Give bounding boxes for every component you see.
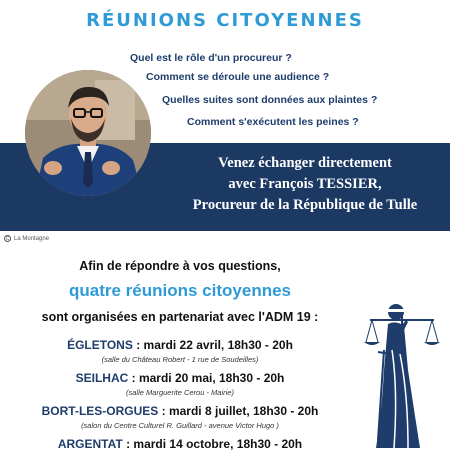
page-title: RÉUNIONS CITOYENNES bbox=[86, 10, 364, 31]
question-2: Comment se déroule une audience ? bbox=[146, 71, 330, 83]
question-3: Quelles suites sont données aux plaintes ? bbox=[162, 94, 378, 106]
meeting-3 bbox=[0, 404, 360, 418]
meeting-1-city: ÉGLETONS bbox=[67, 338, 133, 352]
question-4: Comment s'exécutent les peines ? bbox=[187, 116, 359, 128]
meeting-2-city: SEILHAC bbox=[75, 371, 129, 385]
meeting-3-city: BORT-LES-ORGUES bbox=[41, 404, 159, 418]
banner-line-3: Procureur de la République de Tulle bbox=[192, 197, 418, 213]
intro-line-1: Afin de répondre à vos questions, bbox=[79, 259, 281, 273]
meeting-3-date: : mardi 8 juillet, 18h30 - 20h bbox=[158, 404, 319, 418]
meeting-3-venue: (salon du Centre Culturel R. Guillard - avenue Victor Hugo ) bbox=[81, 421, 279, 430]
photo-credit bbox=[4, 235, 49, 242]
copyright-icon: C bbox=[5, 236, 10, 242]
banner-line-1: Venez échanger directement bbox=[218, 155, 392, 171]
intro-line-2: sont organisées en partenariat avec l'ADM 19 : bbox=[41, 310, 319, 324]
meeting-4-city: ARGENTAT bbox=[57, 437, 123, 450]
photo-credit-text: La Montagne bbox=[14, 235, 50, 242]
banner-line-2: avec François TESSIER, bbox=[228, 176, 382, 192]
question-1: Quel est le rôle d'un procureur ? bbox=[130, 52, 292, 64]
meeting-2-venue: (salle Marguerite Cerou - Mairie) bbox=[126, 388, 234, 397]
lady-justice-illustration bbox=[362, 290, 442, 450]
intro-highlight: quatre réunions citoyennes bbox=[69, 281, 291, 300]
banner-text bbox=[160, 153, 450, 216]
prosecutor-photo bbox=[25, 70, 151, 196]
meeting-4-date: : mardi 14 octobre, 18h30 - 20h bbox=[122, 437, 303, 450]
meeting-4 bbox=[0, 437, 360, 450]
meeting-2-date: : mardi 20 mai, 18h30 - 20h bbox=[128, 371, 285, 385]
meeting-1 bbox=[0, 338, 360, 352]
meeting-1-venue: (salle du Château Robert - 1 rue de Soudeilles) bbox=[101, 355, 259, 364]
meeting-1-date: : mardi 22 avril, 18h30 - 20h bbox=[132, 338, 293, 352]
meeting-2 bbox=[0, 371, 360, 385]
